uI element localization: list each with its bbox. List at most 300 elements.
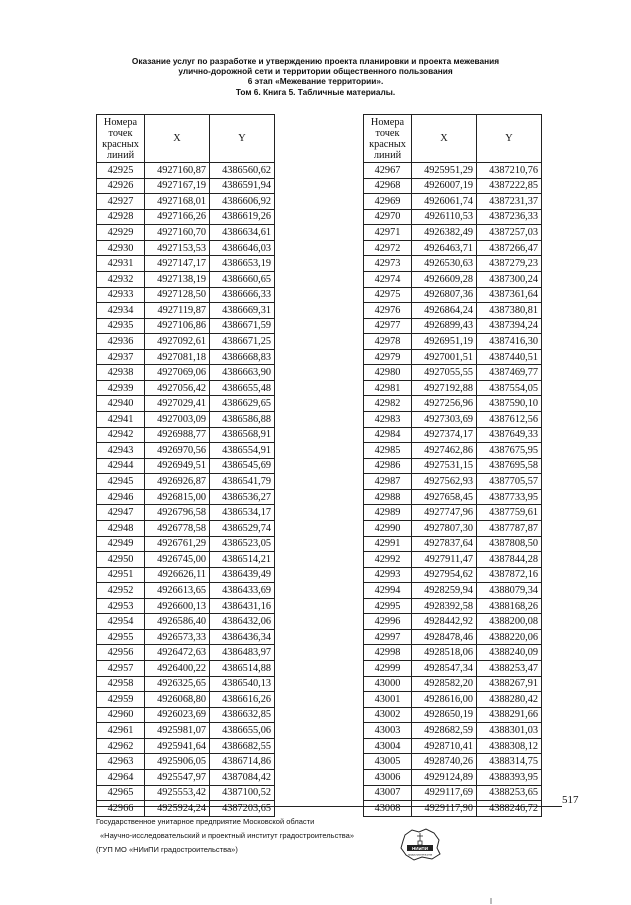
table-row (364, 318, 542, 334)
x-coordinate-cell: 4927192,88 (412, 380, 477, 396)
column-header-y: Y (477, 115, 542, 163)
x-coordinate-cell: 4926061,74 (412, 194, 477, 210)
point-number-cell: 42966 (97, 801, 145, 817)
y-coordinate-cell: 4387266,47 (477, 240, 542, 256)
point-number-cell: 42955 (97, 629, 145, 645)
y-coordinate-cell: 4387649,33 (477, 427, 542, 443)
x-coordinate-cell: 4927055,55 (412, 365, 477, 381)
y-coordinate-cell: 4387394,24 (477, 318, 542, 334)
x-coordinate-cell: 4926600,13 (145, 598, 210, 614)
y-coordinate-cell: 4388220,06 (477, 629, 542, 645)
point-number-cell: 42925 (97, 163, 145, 179)
column-header-number: Номера точек красных линий (364, 115, 412, 163)
x-coordinate-cell: 4927562,93 (412, 474, 477, 490)
header-line-2: улично-дорожной сети и территории общественного пользования (178, 66, 453, 77)
point-number-cell: 43008 (364, 801, 412, 817)
point-number-cell: 42933 (97, 287, 145, 303)
y-coordinate-cell: 4386431,16 (210, 598, 275, 614)
x-coordinate-cell: 4926586,40 (145, 614, 210, 630)
x-coordinate-cell: 4926382,49 (412, 225, 477, 241)
y-coordinate-cell: 4386629,65 (210, 396, 275, 412)
x-coordinate-cell: 4927462,86 (412, 443, 477, 459)
x-coordinate-cell: 4928518,06 (412, 645, 477, 661)
x-coordinate-cell: 4927106,86 (145, 318, 210, 334)
point-number-cell: 42988 (364, 489, 412, 505)
point-number-cell: 42931 (97, 256, 145, 272)
point-number-cell: 42975 (364, 287, 412, 303)
point-number-cell: 42947 (97, 505, 145, 521)
y-coordinate-cell: 4388200,08 (477, 614, 542, 630)
y-coordinate-cell: 4386655,48 (210, 380, 275, 396)
point-number-cell: 42998 (364, 645, 412, 661)
x-coordinate-cell: 4926400,22 (145, 661, 210, 677)
y-coordinate-cell: 4388314,75 (477, 754, 542, 770)
table-row (97, 583, 275, 599)
y-coordinate-cell: 4386534,17 (210, 505, 275, 521)
y-coordinate-cell: 4387844,28 (477, 552, 542, 568)
x-coordinate-cell: 4929124,89 (412, 769, 477, 785)
table-row (97, 271, 275, 287)
x-coordinate-cell: 4927160,87 (145, 163, 210, 179)
x-coordinate-cell: 4927160,70 (145, 225, 210, 241)
x-coordinate-cell: 4926626,11 (145, 567, 210, 583)
x-coordinate-cell: 4926949,51 (145, 458, 210, 474)
y-coordinate-cell: 4387612,56 (477, 412, 542, 428)
x-coordinate-cell: 4928478,46 (412, 629, 477, 645)
y-coordinate-cell: 4386514,21 (210, 552, 275, 568)
point-number-cell: 42964 (97, 769, 145, 785)
y-coordinate-cell: 4386616,26 (210, 692, 275, 708)
column-header-x: X (145, 115, 210, 163)
table-row (97, 598, 275, 614)
table-row (364, 707, 542, 723)
y-coordinate-cell: 4387590,10 (477, 396, 542, 412)
table-row (364, 396, 542, 412)
y-coordinate-cell: 4386663,90 (210, 365, 275, 381)
y-coordinate-cell: 4387872,16 (477, 567, 542, 583)
x-coordinate-cell: 4926068,80 (145, 692, 210, 708)
y-coordinate-cell: 4386668,83 (210, 349, 275, 365)
point-number-cell: 42957 (97, 661, 145, 677)
y-coordinate-cell: 4387733,95 (477, 489, 542, 505)
x-coordinate-cell: 4926110,53 (412, 209, 477, 225)
x-coordinate-cell: 4928616,00 (412, 692, 477, 708)
table-body-left (97, 163, 275, 817)
point-number-cell: 42939 (97, 380, 145, 396)
table-row (97, 738, 275, 754)
y-coordinate-cell: 4386666,33 (210, 287, 275, 303)
table-row (97, 287, 275, 303)
table-row (364, 427, 542, 443)
table-row (97, 489, 275, 505)
point-number-cell: 42959 (97, 692, 145, 708)
point-number-cell: 42937 (97, 349, 145, 365)
point-number-cell: 42976 (364, 303, 412, 319)
y-coordinate-cell: 4387203,65 (210, 801, 275, 817)
y-coordinate-cell: 4388253,65 (477, 785, 542, 801)
table-row (364, 225, 542, 241)
x-coordinate-cell: 4927003,09 (145, 412, 210, 428)
table-row (364, 240, 542, 256)
table-row (364, 163, 542, 179)
x-coordinate-cell: 4927303,69 (412, 412, 477, 428)
y-coordinate-cell: 4387554,05 (477, 380, 542, 396)
table-row (364, 645, 542, 661)
table-row (97, 661, 275, 677)
y-coordinate-cell: 4386653,19 (210, 256, 275, 272)
y-coordinate-cell: 4386619,26 (210, 209, 275, 225)
table-row (97, 505, 275, 521)
x-coordinate-cell: 4927069,06 (145, 365, 210, 381)
y-coordinate-cell: 4386655,06 (210, 723, 275, 739)
point-number-cell: 42929 (97, 225, 145, 241)
table-row (364, 536, 542, 552)
table-row (364, 349, 542, 365)
x-coordinate-cell: 4927374,17 (412, 427, 477, 443)
y-coordinate-cell: 4387084,42 (210, 769, 275, 785)
y-coordinate-cell: 4386432,06 (210, 614, 275, 630)
y-coordinate-cell: 4387705,57 (477, 474, 542, 490)
point-number-cell: 42996 (364, 614, 412, 630)
x-coordinate-cell: 4928710,41 (412, 738, 477, 754)
point-number-cell: 42951 (97, 567, 145, 583)
footer-divider (96, 806, 562, 807)
x-coordinate-cell: 4927138,19 (145, 271, 210, 287)
point-number-cell: 42984 (364, 427, 412, 443)
x-coordinate-cell: 4927092,61 (145, 334, 210, 350)
column-header-y: Y (210, 115, 275, 163)
table-row (364, 287, 542, 303)
point-number-cell: 42985 (364, 443, 412, 459)
y-coordinate-cell: 4386634,61 (210, 225, 275, 241)
table-row (97, 676, 275, 692)
x-coordinate-cell: 4927807,30 (412, 520, 477, 536)
y-coordinate-cell: 4387279,23 (477, 256, 542, 272)
table-row (97, 240, 275, 256)
x-coordinate-cell: 4926463,71 (412, 240, 477, 256)
table-row (97, 334, 275, 350)
x-coordinate-cell: 4926761,29 (145, 536, 210, 552)
y-coordinate-cell: 4386669,31 (210, 303, 275, 319)
column-header-x: X (412, 115, 477, 163)
y-coordinate-cell: 4387808,50 (477, 536, 542, 552)
table-row (364, 661, 542, 677)
y-coordinate-cell: 4387416,30 (477, 334, 542, 350)
table-row (364, 209, 542, 225)
x-coordinate-cell: 4926530,63 (412, 256, 477, 272)
coordinates-table-left (96, 114, 275, 817)
y-coordinate-cell: 4387361,64 (477, 287, 542, 303)
y-coordinate-cell: 4386436,34 (210, 629, 275, 645)
table-row (364, 380, 542, 396)
footer-line-3: (ГУП МО «НИиПИ градостроительства») (96, 845, 238, 854)
point-number-cell: 42968 (364, 178, 412, 194)
x-coordinate-cell: 4929117,69 (412, 785, 477, 801)
point-number-cell: 42962 (97, 738, 145, 754)
point-number-cell: 42953 (97, 598, 145, 614)
y-coordinate-cell: 4386536,27 (210, 489, 275, 505)
table-row (364, 458, 542, 474)
table-row (97, 536, 275, 552)
point-number-cell: 42970 (364, 209, 412, 225)
point-number-cell: 42972 (364, 240, 412, 256)
point-number-cell: 43001 (364, 692, 412, 708)
table-header-row (364, 115, 542, 163)
y-coordinate-cell: 4386545,69 (210, 458, 275, 474)
page-number: 517 (562, 794, 579, 806)
y-coordinate-cell: 4388246,72 (477, 801, 542, 817)
table-row (97, 520, 275, 536)
x-coordinate-cell: 4928259,94 (412, 583, 477, 599)
point-number-cell: 42940 (97, 396, 145, 412)
point-number-cell: 42992 (364, 552, 412, 568)
y-coordinate-cell: 4386632,85 (210, 707, 275, 723)
point-number-cell: 42979 (364, 349, 412, 365)
point-number-cell: 42982 (364, 396, 412, 412)
point-number-cell: 43004 (364, 738, 412, 754)
x-coordinate-cell: 4928547,34 (412, 661, 477, 677)
y-coordinate-cell: 4388253,47 (477, 661, 542, 677)
table-row (97, 629, 275, 645)
x-coordinate-cell: 4926007,19 (412, 178, 477, 194)
table-row (364, 598, 542, 614)
y-coordinate-cell: 4386568,91 (210, 427, 275, 443)
point-number-cell: 42977 (364, 318, 412, 334)
table-row (364, 769, 542, 785)
y-coordinate-cell: 4386682,55 (210, 738, 275, 754)
y-coordinate-cell: 4386714,86 (210, 754, 275, 770)
table-row (97, 256, 275, 272)
table-row (364, 723, 542, 739)
point-number-cell: 43003 (364, 723, 412, 739)
table-row (97, 209, 275, 225)
point-number-cell: 42969 (364, 194, 412, 210)
point-number-cell: 42930 (97, 240, 145, 256)
point-number-cell: 43006 (364, 769, 412, 785)
table-row (364, 474, 542, 490)
x-coordinate-cell: 4927153,53 (145, 240, 210, 256)
y-coordinate-cell: 4386483,97 (210, 645, 275, 661)
y-coordinate-cell: 4387759,61 (477, 505, 542, 521)
x-coordinate-cell: 4925924,24 (145, 801, 210, 817)
x-coordinate-cell: 4926745,00 (145, 552, 210, 568)
y-coordinate-cell: 4388301,03 (477, 723, 542, 739)
point-number-cell: 42993 (364, 567, 412, 583)
y-coordinate-cell: 4386439,49 (210, 567, 275, 583)
y-coordinate-cell: 4387236,33 (477, 209, 542, 225)
point-number-cell: 42926 (97, 178, 145, 194)
x-coordinate-cell: 4926613,65 (145, 583, 210, 599)
point-number-cell: 42948 (97, 520, 145, 536)
point-number-cell: 42936 (97, 334, 145, 350)
table-row (364, 785, 542, 801)
table-row (364, 629, 542, 645)
document-footer (96, 815, 354, 857)
point-number-cell: 42944 (97, 458, 145, 474)
table-row (364, 178, 542, 194)
table-row (97, 785, 275, 801)
x-coordinate-cell: 4926796,58 (145, 505, 210, 521)
y-coordinate-cell: 4386514,88 (210, 661, 275, 677)
x-coordinate-cell: 4927119,87 (145, 303, 210, 319)
point-number-cell: 43007 (364, 785, 412, 801)
table-row (364, 754, 542, 770)
y-coordinate-cell: 4387100,52 (210, 785, 275, 801)
table-row (97, 427, 275, 443)
y-coordinate-cell: 4388079,34 (477, 583, 542, 599)
y-coordinate-cell: 4387695,58 (477, 458, 542, 474)
table-row (97, 443, 275, 459)
point-number-cell: 42961 (97, 723, 145, 739)
table-row (364, 505, 542, 521)
x-coordinate-cell: 4927081,18 (145, 349, 210, 365)
x-coordinate-cell: 4926778,58 (145, 520, 210, 536)
x-coordinate-cell: 4927747,96 (412, 505, 477, 521)
column-header-number: Номера точек красных линий (97, 115, 145, 163)
x-coordinate-cell: 4926472,63 (145, 645, 210, 661)
point-number-cell: 43002 (364, 707, 412, 723)
y-coordinate-cell: 4386606,92 (210, 194, 275, 210)
point-number-cell: 43005 (364, 754, 412, 770)
point-number-cell: 42954 (97, 614, 145, 630)
y-coordinate-cell: 4386660,65 (210, 271, 275, 287)
x-coordinate-cell: 4927954,62 (412, 567, 477, 583)
table-row (364, 738, 542, 754)
x-coordinate-cell: 4927531,15 (412, 458, 477, 474)
point-number-cell: 42999 (364, 661, 412, 677)
point-number-cell: 42943 (97, 443, 145, 459)
x-coordinate-cell: 4926899,43 (412, 318, 477, 334)
x-coordinate-cell: 4928582,20 (412, 676, 477, 692)
table-row (97, 723, 275, 739)
point-number-cell: 42928 (97, 209, 145, 225)
x-coordinate-cell: 4925951,29 (412, 163, 477, 179)
point-number-cell: 42927 (97, 194, 145, 210)
document-header (0, 56, 631, 97)
table-row (97, 645, 275, 661)
point-number-cell: 42935 (97, 318, 145, 334)
x-coordinate-cell: 4929117,90 (412, 801, 477, 817)
y-coordinate-cell: 4386540,13 (210, 676, 275, 692)
table-row (364, 365, 542, 381)
y-coordinate-cell: 4387231,37 (477, 194, 542, 210)
x-coordinate-cell: 4927128,50 (145, 287, 210, 303)
y-coordinate-cell: 4386433,69 (210, 583, 275, 599)
point-number-cell: 42950 (97, 552, 145, 568)
table-row (97, 396, 275, 412)
y-coordinate-cell: 4387469,77 (477, 365, 542, 381)
x-coordinate-cell: 4926951,19 (412, 334, 477, 350)
table-row (364, 676, 542, 692)
y-coordinate-cell: 4386591,94 (210, 178, 275, 194)
table-row (97, 801, 275, 817)
point-number-cell: 42932 (97, 271, 145, 287)
y-coordinate-cell: 4386671,59 (210, 318, 275, 334)
x-coordinate-cell: 4928650,19 (412, 707, 477, 723)
table-header-row (97, 115, 275, 163)
table-row (364, 256, 542, 272)
x-coordinate-cell: 4926573,33 (145, 629, 210, 645)
table-row (97, 365, 275, 381)
y-coordinate-cell: 4386671,25 (210, 334, 275, 350)
table-row (97, 769, 275, 785)
header-line-3: 6 этап «Межевание территории». (247, 76, 384, 87)
x-coordinate-cell: 4926807,36 (412, 287, 477, 303)
point-number-cell: 42967 (364, 163, 412, 179)
y-coordinate-cell: 4388280,42 (477, 692, 542, 708)
y-coordinate-cell: 4386554,91 (210, 443, 275, 459)
y-coordinate-cell: 4386586,88 (210, 412, 275, 428)
x-coordinate-cell: 4925906,05 (145, 754, 210, 770)
table-row (97, 318, 275, 334)
point-number-cell: 42974 (364, 271, 412, 287)
y-coordinate-cell: 4388393,95 (477, 769, 542, 785)
point-number-cell: 42995 (364, 598, 412, 614)
point-number-cell: 42987 (364, 474, 412, 490)
table-row (364, 614, 542, 630)
table-row (364, 583, 542, 599)
x-coordinate-cell: 4927056,42 (145, 380, 210, 396)
table-row (364, 567, 542, 583)
point-number-cell: 42956 (97, 645, 145, 661)
point-number-cell: 42991 (364, 536, 412, 552)
point-number-cell: 42952 (97, 583, 145, 599)
y-coordinate-cell: 4388291,66 (477, 707, 542, 723)
point-number-cell: 42946 (97, 489, 145, 505)
table-row (364, 520, 542, 536)
x-coordinate-cell: 4925941,64 (145, 738, 210, 754)
logo-text-sub: градостроительства (407, 853, 433, 857)
x-coordinate-cell: 4928682,59 (412, 723, 477, 739)
table-row (97, 567, 275, 583)
table-row (97, 178, 275, 194)
table-row (364, 334, 542, 350)
institute-logo-icon (396, 826, 444, 862)
point-number-cell: 42942 (97, 427, 145, 443)
table-row (97, 707, 275, 723)
table-row (97, 552, 275, 568)
table-row (97, 380, 275, 396)
point-number-cell: 42945 (97, 474, 145, 490)
table-row (97, 194, 275, 210)
table-row (364, 801, 542, 817)
x-coordinate-cell: 4926325,65 (145, 676, 210, 692)
table-row (97, 163, 275, 179)
x-coordinate-cell: 4927001,51 (412, 349, 477, 365)
y-coordinate-cell: 4387210,76 (477, 163, 542, 179)
y-coordinate-cell: 4388240,09 (477, 645, 542, 661)
table-row (364, 552, 542, 568)
y-coordinate-cell: 4387787,87 (477, 520, 542, 536)
point-number-cell: 42960 (97, 707, 145, 723)
point-number-cell: 42990 (364, 520, 412, 536)
table-body-right (364, 163, 542, 817)
x-coordinate-cell: 4927168,01 (145, 194, 210, 210)
x-coordinate-cell: 4926023,69 (145, 707, 210, 723)
y-coordinate-cell: 4387440,51 (477, 349, 542, 365)
point-number-cell: 42965 (97, 785, 145, 801)
coordinates-table-right (363, 114, 542, 817)
point-number-cell: 42938 (97, 365, 145, 381)
x-coordinate-cell: 4928392,58 (412, 598, 477, 614)
x-coordinate-cell: 4927166,26 (145, 209, 210, 225)
y-coordinate-cell: 4387300,24 (477, 271, 542, 287)
y-coordinate-cell: 4387257,03 (477, 225, 542, 241)
table-row (364, 489, 542, 505)
table-row (364, 303, 542, 319)
table-row (364, 412, 542, 428)
table-row (97, 458, 275, 474)
